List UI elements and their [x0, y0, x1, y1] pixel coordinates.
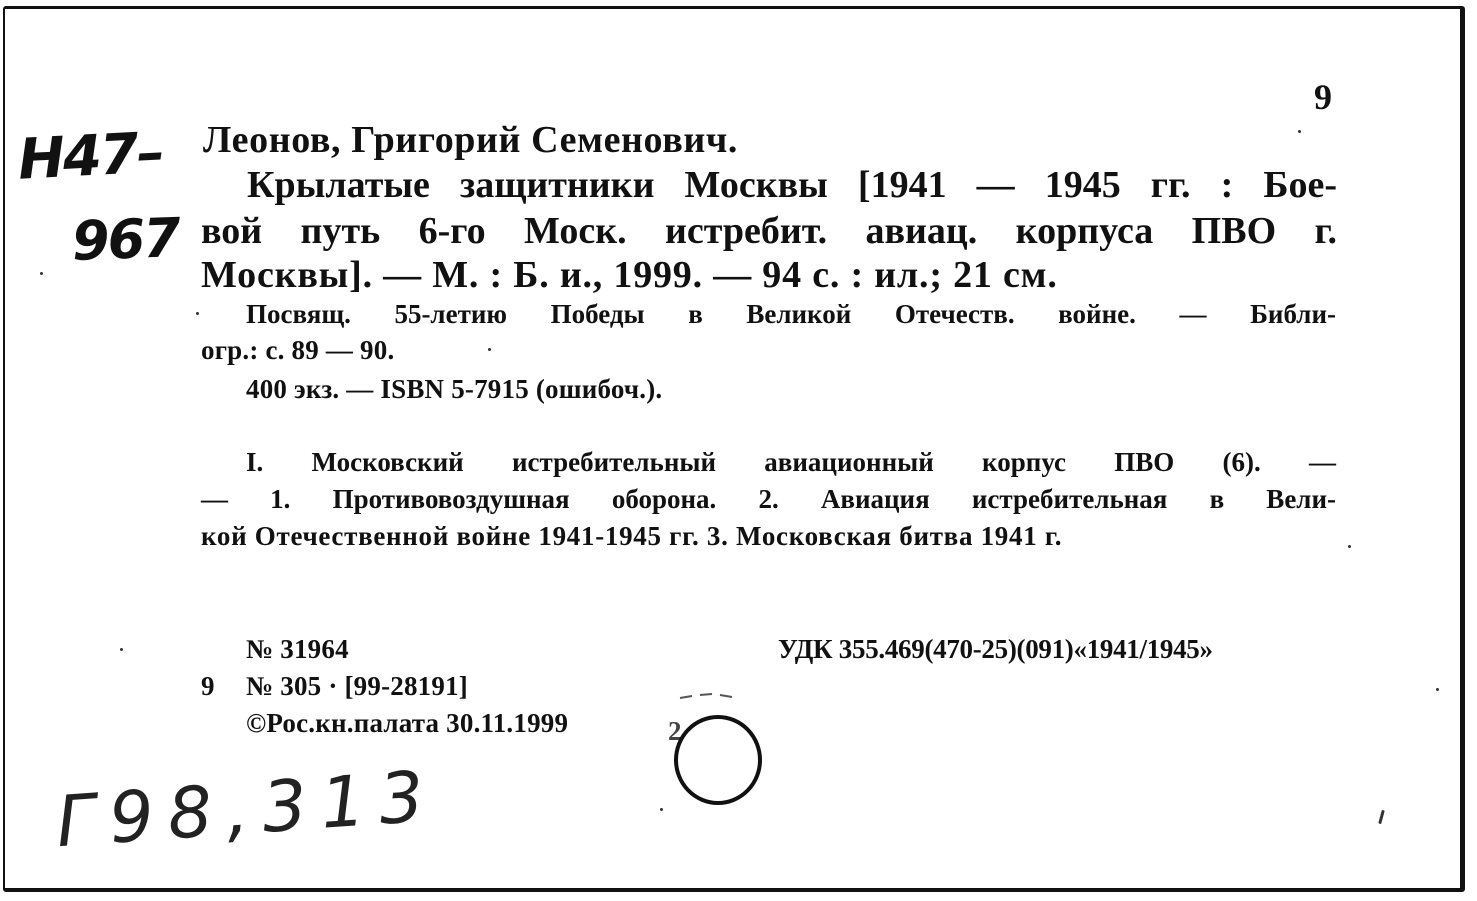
speck	[196, 312, 199, 315]
handwritten-shelfmark-line2: 967	[70, 206, 180, 273]
note-line-2: огр.: с. 89 — 90.	[201, 335, 395, 365]
speck	[1348, 545, 1351, 548]
speck	[120, 648, 123, 651]
subject-line-3: кой Отечественной войне 1941-1945 гг. 3. Московская битва 1941 г.	[201, 521, 1063, 551]
entry-heading: Леонов, Григорий Семенович.	[203, 119, 738, 161]
stamp-circle-icon	[660, 688, 770, 812]
speck	[488, 348, 491, 351]
handwritten-inventory-number: Г98,313	[53, 754, 441, 864]
handwritten-shelfmark-line1: Н47–	[16, 120, 165, 193]
speck	[40, 272, 43, 275]
title-line-3: Москвы]. — М. : Б. и., 1999. — 94 с. : ил.; 21 см.	[201, 254, 1058, 296]
subject-line-2: — 1. Противовоздушная оборона. 2. Авиация истребительная в Вели-	[201, 484, 1336, 514]
subject-line-1: I. Московский истребительный авиационный корпус ПВО (6). —	[246, 447, 1336, 477]
speck	[1298, 130, 1301, 133]
note-line-1: Посвящ. 55-летию Победы в Великой Отечеств. войне. — Библи-	[246, 299, 1336, 329]
card-number: № 305 · [99-28191]	[246, 671, 468, 701]
edition-line: 400 экз. — ISBN 5-7915 (ошибоч.).	[246, 374, 663, 404]
title-line-1: Крылатые защитники Москвы [1941 — 1945 гг. : Бое-	[247, 164, 1337, 206]
speck	[1436, 688, 1439, 691]
stamp-mark: 2	[668, 716, 682, 746]
title-line-2: вой путь 6-го Моск. истребит. авиац. корпуса ПВО г.	[201, 210, 1337, 252]
speck	[660, 808, 663, 811]
copyright-line: ©Рос.кн.палата 30.11.1999	[246, 708, 569, 738]
udk-classification: УДК 355.469(470-25)(091)«1941/1945»	[778, 634, 1213, 664]
card-prefix: 9	[201, 671, 215, 701]
record-number: № 31964	[246, 634, 349, 664]
page-number: 9	[1314, 77, 1333, 117]
